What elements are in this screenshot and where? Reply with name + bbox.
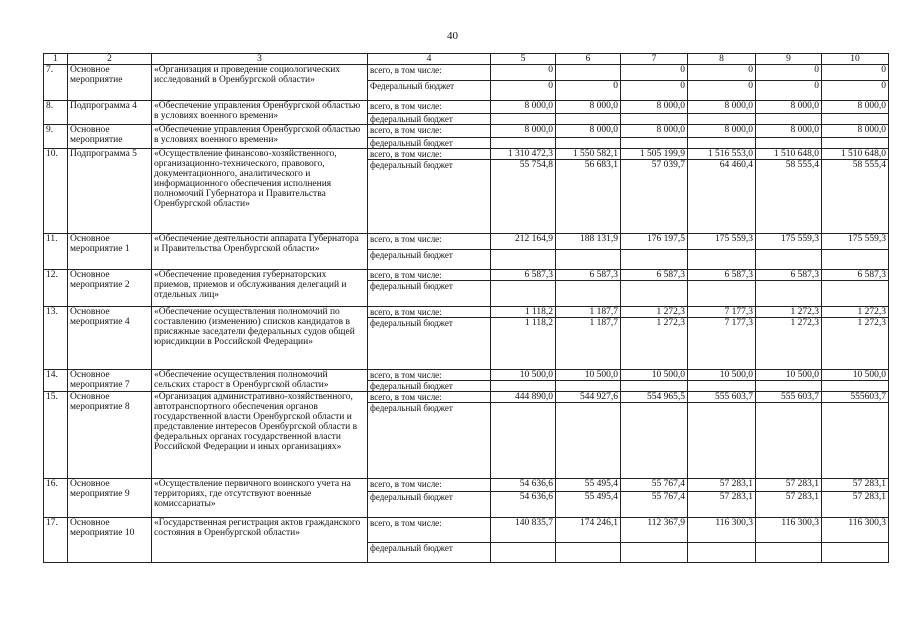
amount-cell: 55 767,4 xyxy=(621,492,688,518)
amount-cell: 10 500,0 xyxy=(621,370,688,381)
item-description: «Организация административно-хозяйственного, автотранспортного обеспечения органов государственной власти Оренбургской области и представление интересов Оренбургской области в федеральных органах государственной власти Российской Федерации и иных организациях» xyxy=(152,392,368,479)
amount-cell: 8 000,0 xyxy=(491,101,556,114)
amount-cell: 116 300,3 xyxy=(822,518,889,543)
amount-cell xyxy=(822,543,889,563)
amount-cell xyxy=(556,281,621,307)
amount-cell: 6 587,3 xyxy=(621,270,688,281)
amount-cell: 1 510 648,0 xyxy=(822,149,889,160)
amount-cell xyxy=(491,114,556,125)
amount-cell: 55 495,4 xyxy=(556,492,621,518)
amount-cell: 0 xyxy=(756,65,822,81)
column-header: 10 xyxy=(822,54,889,65)
amount-cell: 175 559,3 xyxy=(822,234,889,250)
funding-source-label: всего, в том числе: xyxy=(368,370,491,381)
amount-cell xyxy=(556,138,621,149)
table-row xyxy=(44,392,889,403)
amount-cell: 10 500,0 xyxy=(556,370,621,381)
amount-cell xyxy=(822,138,889,149)
item-description: «Обеспечение управления Оренбургской областью в условиях военного времени» xyxy=(152,101,368,125)
row-number: 15. xyxy=(44,392,68,479)
amount-cell: 1 550 582,1 xyxy=(556,149,621,160)
table-row xyxy=(44,518,889,543)
amount-cell: 1 118,2 xyxy=(491,307,556,318)
amount-cell: 57 283,1 xyxy=(688,479,756,492)
funding-source-label: всего, в том числе: xyxy=(368,307,491,318)
funding-source-label: федеральный бюджет xyxy=(368,250,491,270)
item-name: Основное мероприятие xyxy=(68,125,152,149)
item-description: «Обеспечение проведения губернаторских приемов, приемов и обслуживания делегаций и отдельных лиц» xyxy=(152,270,368,307)
row-number: 13. xyxy=(44,307,68,370)
amount-cell xyxy=(822,381,889,392)
row-number: 7. xyxy=(44,65,68,101)
amount-cell xyxy=(756,281,822,307)
amount-cell xyxy=(621,138,688,149)
table-row xyxy=(44,149,889,160)
amount-cell: 57 283,1 xyxy=(756,479,822,492)
funding-source-label: всего, в том числе: xyxy=(368,149,491,160)
amount-cell: 6 587,3 xyxy=(491,270,556,281)
amount-cell: 54 636,6 xyxy=(491,479,556,492)
amount-cell: 57 283,1 xyxy=(822,479,889,492)
row-number: 17. xyxy=(44,518,68,563)
funding-source-label: федеральный бюджет xyxy=(368,138,491,149)
amount-cell: 175 559,3 xyxy=(688,234,756,250)
amount-cell xyxy=(688,114,756,125)
amount-cell: 140 835,7 xyxy=(491,518,556,543)
amount-cell: 8 000,0 xyxy=(688,125,756,138)
amount-cell xyxy=(491,138,556,149)
item-name: Основное мероприятие 9 xyxy=(68,479,152,518)
column-header: 2 xyxy=(68,54,152,65)
amount-cell: 8 000,0 xyxy=(822,101,889,114)
amount-cell xyxy=(756,543,822,563)
row-number: 16. xyxy=(44,479,68,518)
amount-cell: 1 516 553,0 xyxy=(688,149,756,160)
item-name: Основное мероприятие 10 xyxy=(68,518,152,563)
amount-cell xyxy=(621,403,688,479)
amount-cell xyxy=(621,250,688,270)
funding-source-label: всего, в том числе: xyxy=(368,125,491,138)
table-row xyxy=(44,307,889,318)
amount-cell: 0 xyxy=(756,81,822,101)
item-description: «Обеспечение управления Оренбургской областью в условиях военного времени» xyxy=(152,125,368,149)
amount-cell: 1 187,7 xyxy=(556,307,621,318)
amount-cell xyxy=(688,403,756,479)
header-row xyxy=(44,54,889,65)
amount-cell: 554 965,5 xyxy=(621,392,688,403)
amount-cell: 1 118,2 xyxy=(491,318,556,370)
row-number: 11. xyxy=(44,234,68,270)
row-number: 8. xyxy=(44,101,68,125)
amount-cell: 0 xyxy=(556,81,621,101)
amount-cell xyxy=(621,381,688,392)
amount-cell: 58 555,4 xyxy=(756,160,822,234)
amount-cell xyxy=(756,403,822,479)
amount-cell xyxy=(822,114,889,125)
funding-source-label: федеральный бюджет xyxy=(368,403,491,479)
item-name: Подпрограмма 4 xyxy=(68,101,152,125)
amount-cell: 0 xyxy=(688,65,756,81)
amount-cell xyxy=(756,381,822,392)
item-name: Подпрограмма 5 xyxy=(68,149,152,234)
amount-cell: 175 559,3 xyxy=(756,234,822,250)
funding-source-label: всего, в том числе: xyxy=(368,101,491,114)
amount-cell: 57 283,1 xyxy=(822,492,889,518)
item-description: «Обеспечение осуществления полномочий по составлению (изменению) списков кандидатов в присяжные заседатели федеральных судов общей юрисдикции в Российской Федерации» xyxy=(152,307,368,370)
amount-cell: 55 754,8 xyxy=(491,160,556,234)
amount-cell: 8 000,0 xyxy=(621,101,688,114)
column-header: 4 xyxy=(368,54,491,65)
amount-cell: 0 xyxy=(688,81,756,101)
amount-cell: 1 310 472,3 xyxy=(491,149,556,160)
amount-cell: 10 500,0 xyxy=(688,370,756,381)
table-row xyxy=(44,479,889,492)
amount-cell xyxy=(556,403,621,479)
amount-cell: 1 505 199,9 xyxy=(621,149,688,160)
column-header: 5 xyxy=(491,54,556,65)
amount-cell: 54 636,6 xyxy=(491,492,556,518)
amount-cell: 8 000,0 xyxy=(491,125,556,138)
amount-cell: 1 272,3 xyxy=(822,318,889,370)
funding-source-label: федеральный бюджет xyxy=(368,114,491,125)
amount-cell: 1 272,3 xyxy=(621,307,688,318)
column-header: 7 xyxy=(621,54,688,65)
amount-cell: 176 197,5 xyxy=(621,234,688,250)
amount-cell xyxy=(756,138,822,149)
item-description: «Осуществление первичного воинского учета на территориях, где отсутствуют военные комиссариаты» xyxy=(152,479,368,518)
funding-source-label: всего, в том числе: xyxy=(368,392,491,403)
item-name: Основное мероприятие xyxy=(68,65,152,101)
amount-cell xyxy=(822,403,889,479)
funding-source-label: федеральный бюджет xyxy=(368,381,491,392)
amount-cell: 544 927,6 xyxy=(556,392,621,403)
amount-cell: 8 000,0 xyxy=(556,125,621,138)
amount-cell xyxy=(556,543,621,563)
amount-cell: 555 603,7 xyxy=(756,392,822,403)
item-description: «Организация и проведение социологических исследований в Оренбургской области» xyxy=(152,65,368,101)
amount-cell: 57 283,1 xyxy=(688,492,756,518)
column-header: 3 xyxy=(152,54,368,65)
amount-cell: 6 587,3 xyxy=(756,270,822,281)
column-header: 9 xyxy=(756,54,822,65)
amount-cell: 10 500,0 xyxy=(756,370,822,381)
amount-cell: 8 000,0 xyxy=(756,125,822,138)
page-number: 40 xyxy=(447,30,458,42)
amount-cell xyxy=(556,381,621,392)
amount-cell xyxy=(688,250,756,270)
amount-cell xyxy=(491,381,556,392)
amount-cell: 10 500,0 xyxy=(491,370,556,381)
amount-cell: 6 587,3 xyxy=(556,270,621,281)
amount-cell: 174 246,1 xyxy=(556,518,621,543)
funding-source-label: федеральный бюджет xyxy=(368,543,491,563)
amount-cell xyxy=(621,114,688,125)
amount-cell xyxy=(822,281,889,307)
amount-cell: 55 495,4 xyxy=(556,479,621,492)
amount-cell: 1 272,3 xyxy=(756,318,822,370)
amount-cell: 8 000,0 xyxy=(822,125,889,138)
item-description: «Обеспечение деятельности аппарата Губернатора и Правительства Оренбургской области» xyxy=(152,234,368,270)
amount-cell xyxy=(556,65,621,81)
amount-cell: 0 xyxy=(491,81,556,101)
funding-source-label: всего, в том числе: xyxy=(368,65,491,81)
table-row xyxy=(44,101,889,114)
row-number: 12. xyxy=(44,270,68,307)
amount-cell: 444 890,0 xyxy=(491,392,556,403)
amount-cell: 188 131,9 xyxy=(556,234,621,250)
amount-cell: 555603,7 xyxy=(822,392,889,403)
amount-cell: 7 177,3 xyxy=(688,318,756,370)
item-description: «Государственная регистрация актов гражданского состояния в Оренбургской области» xyxy=(152,518,368,563)
column-header: 6 xyxy=(556,54,621,65)
table-row xyxy=(44,65,889,81)
amount-cell: 1 272,3 xyxy=(621,318,688,370)
row-number: 14. xyxy=(44,370,68,392)
amount-cell: 8 000,0 xyxy=(556,101,621,114)
amount-cell xyxy=(621,281,688,307)
amount-cell: 6 587,3 xyxy=(688,270,756,281)
funding-source-label: всего, в том числе: xyxy=(368,234,491,250)
funding-source-label: Федеральный бюджет xyxy=(368,81,491,101)
funding-source-label: федеральный бюджет xyxy=(368,318,491,370)
amount-cell xyxy=(688,281,756,307)
table-row xyxy=(44,270,889,281)
table-row xyxy=(44,125,889,138)
amount-cell: 116 300,3 xyxy=(756,518,822,543)
item-name: Основное мероприятие 7 xyxy=(68,370,152,392)
amount-cell: 0 xyxy=(621,65,688,81)
amount-cell: 1 510 648,0 xyxy=(756,149,822,160)
item-name: Основное мероприятие 8 xyxy=(68,392,152,479)
amount-cell xyxy=(491,250,556,270)
amount-cell: 8 000,0 xyxy=(756,101,822,114)
amount-cell xyxy=(756,114,822,125)
amount-cell xyxy=(688,543,756,563)
item-name: Основное мероприятие 1 xyxy=(68,234,152,270)
amount-cell: 57 039,7 xyxy=(621,160,688,234)
funding-source-label: всего, в том числе: xyxy=(368,479,491,492)
amount-cell: 112 367,9 xyxy=(621,518,688,543)
amount-cell: 555 603,7 xyxy=(688,392,756,403)
funding-source-label: федеральный бюджет xyxy=(368,492,491,518)
row-number: 9. xyxy=(44,125,68,149)
funding-source-label: федеральный бюджет xyxy=(368,281,491,307)
amount-cell: 7 177,3 xyxy=(688,307,756,318)
column-header: 8 xyxy=(688,54,756,65)
amount-cell xyxy=(556,114,621,125)
amount-cell: 1 272,3 xyxy=(822,307,889,318)
amount-cell xyxy=(822,250,889,270)
amount-cell: 57 283,1 xyxy=(756,492,822,518)
item-description: «Обеспечение осуществления полномочий сельских старост в Оренбургской области» xyxy=(152,370,368,392)
amount-cell xyxy=(756,250,822,270)
amount-cell: 55 767,4 xyxy=(621,479,688,492)
amount-cell: 8 000,0 xyxy=(688,101,756,114)
amount-cell: 10 500,0 xyxy=(822,370,889,381)
amount-cell xyxy=(556,250,621,270)
amount-cell: 0 xyxy=(491,65,556,81)
item-name: Основное мероприятие 2 xyxy=(68,270,152,307)
amount-cell xyxy=(491,281,556,307)
amount-cell: 56 683,1 xyxy=(556,160,621,234)
amount-cell: 1 187,7 xyxy=(556,318,621,370)
item-name: Основное мероприятие 4 xyxy=(68,307,152,370)
budget-table xyxy=(43,53,889,563)
amount-cell xyxy=(491,403,556,479)
amount-cell: 212 164,9 xyxy=(491,234,556,250)
amount-cell: 0 xyxy=(621,81,688,101)
amount-cell xyxy=(688,381,756,392)
column-header: 1 xyxy=(44,54,68,65)
amount-cell xyxy=(491,543,556,563)
amount-cell: 64 460,4 xyxy=(688,160,756,234)
funding-source-label: федеральный бюджет xyxy=(368,160,491,234)
amount-cell: 0 xyxy=(822,81,889,101)
amount-cell xyxy=(621,543,688,563)
amount-cell: 1 272,3 xyxy=(756,307,822,318)
amount-cell: 116 300,3 xyxy=(688,518,756,543)
amount-cell: 0 xyxy=(822,65,889,81)
table-row xyxy=(44,234,889,250)
row-number: 10. xyxy=(44,149,68,234)
amount-cell xyxy=(688,138,756,149)
table-row xyxy=(44,370,889,381)
funding-source-label: всего, в том числе: xyxy=(368,270,491,281)
amount-cell: 58 555,4 xyxy=(822,160,889,234)
amount-cell: 6 587,3 xyxy=(822,270,889,281)
funding-source-label: всего, в том числе: xyxy=(368,518,491,543)
amount-cell: 8 000,0 xyxy=(621,125,688,138)
item-description: «Осуществление финансово-хозяйственного, организационно-технического, правового, документационного, аналитического и информационного обеспечения исполнения полномочий Губернатора и Правительства Оренбургской области» xyxy=(152,149,368,234)
